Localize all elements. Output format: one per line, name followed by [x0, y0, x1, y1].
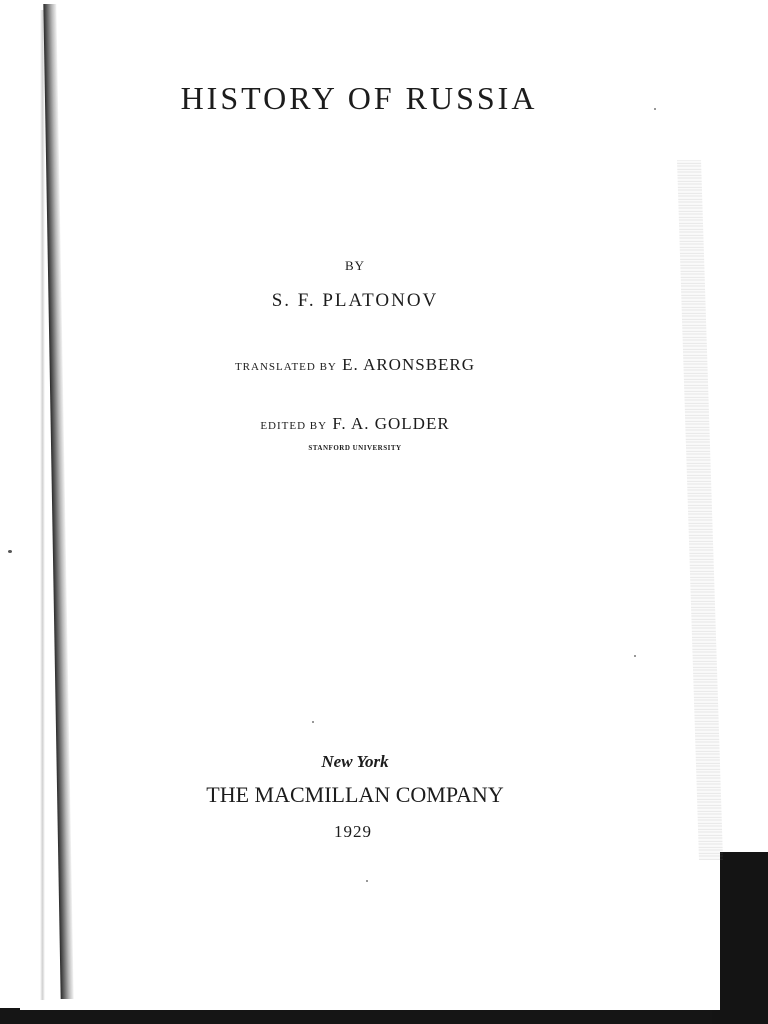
translator-line: [0, 355, 714, 375]
publication-city: New York: [321, 752, 389, 771]
editor-affiliation: STANFORD UNIVERSITY: [308, 444, 402, 452]
translated-by-label: TRANSLATED BY: [234, 361, 337, 373]
translator-name: E. ARONSBERG: [342, 355, 476, 374]
editor-line: [0, 414, 714, 434]
book-title: HISTORY OF RUSSIA: [180, 80, 538, 116]
edited-by-label: EDITED BY: [260, 420, 328, 432]
backdrop-surface-bottom: [0, 1008, 768, 1024]
publication-year: 1929: [334, 822, 372, 841]
publisher-name: THE MACMILLAN COMPANY: [206, 782, 504, 807]
by-label: BY: [344, 258, 366, 273]
book-page: [20, 0, 720, 1010]
page-gutter-edge: [40, 10, 45, 1000]
author-name: S. F. PLATONOV: [271, 290, 439, 311]
editor-name: F. A. GOLDER: [332, 414, 450, 433]
backdrop-surface-right: [712, 852, 768, 1024]
